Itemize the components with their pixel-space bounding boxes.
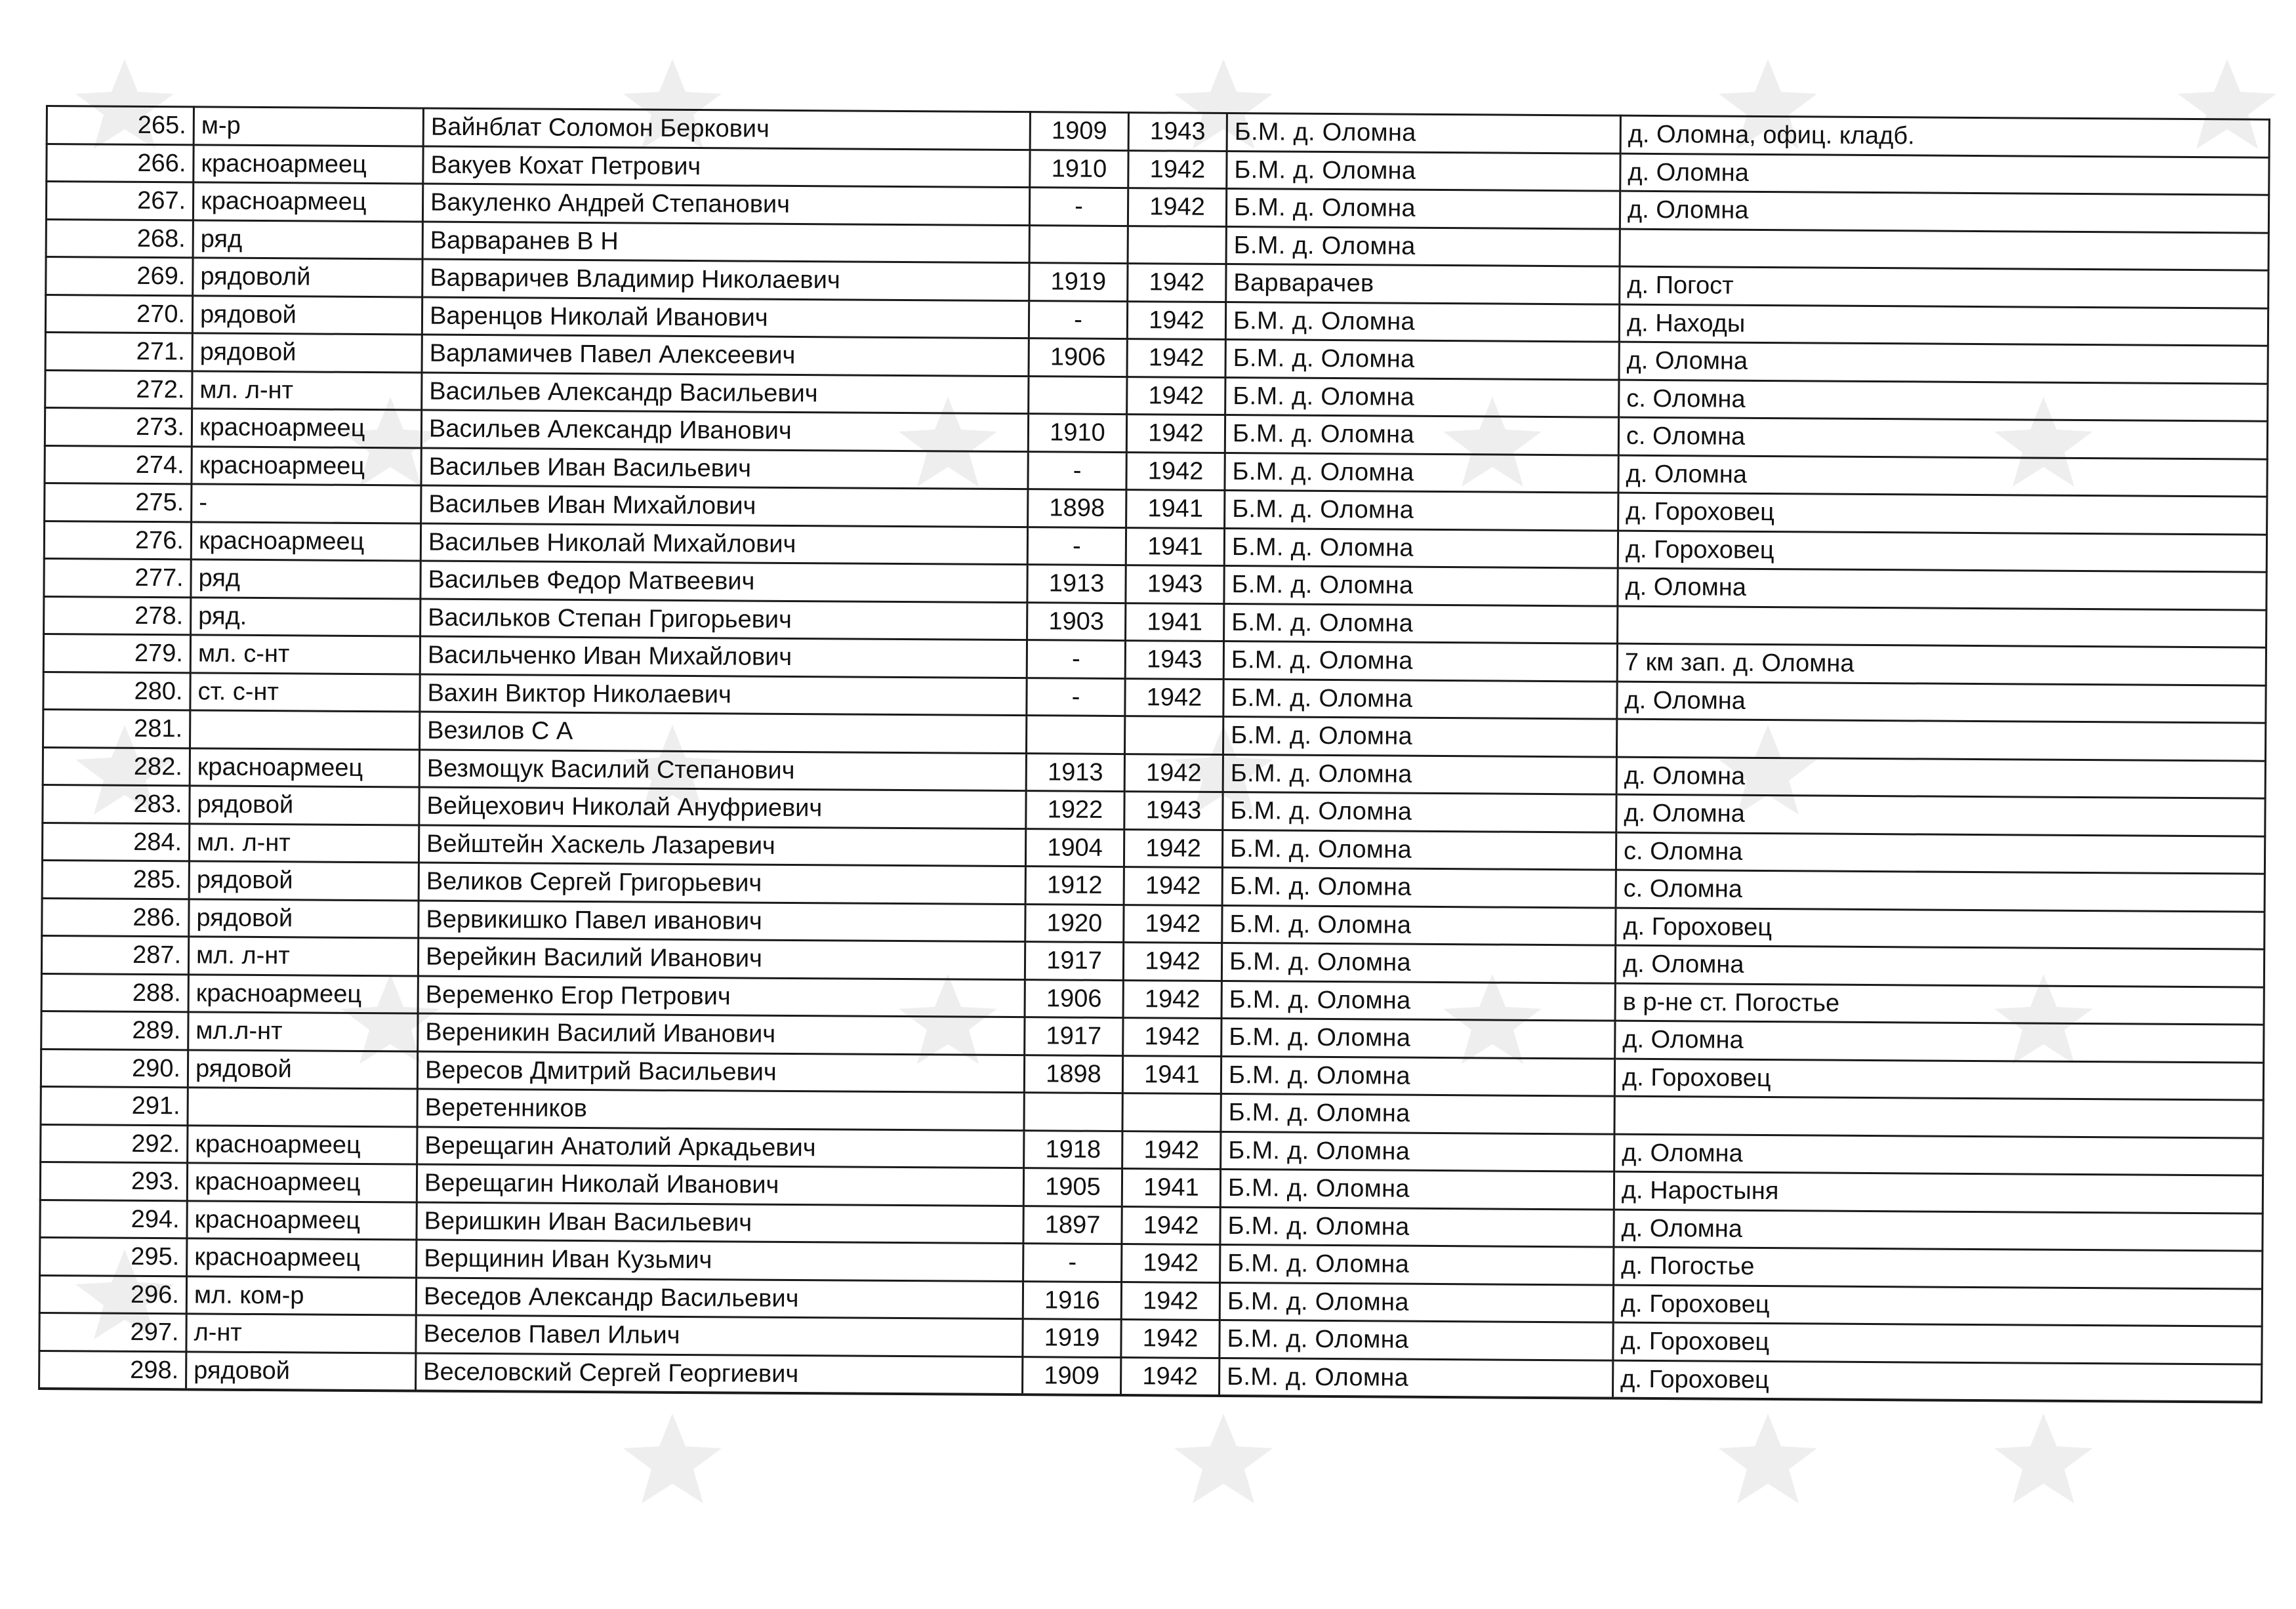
record-burial-place	[1618, 606, 2266, 648]
record-birth-year: 1903	[1027, 602, 1126, 640]
record-name: Веседов Александр Васильевич	[416, 1277, 1023, 1318]
record-name: Варваричев Владимир Николаевич	[422, 259, 1029, 300]
record-number: 280.	[43, 672, 190, 710]
record-death-place: Б.М. д. Оломна	[1221, 1093, 1614, 1133]
record-death-place: Б.М. д. Оломна	[1224, 603, 1618, 643]
record-rank: красноармеец	[188, 1125, 417, 1164]
record-number: 291.	[41, 1086, 188, 1125]
record-death-year: 1942	[1122, 1206, 1220, 1244]
record-death-place: Б.М. д. Оломна	[1222, 905, 1616, 945]
register-sheet	[38, 105, 2268, 1404]
record-rank: красноармеец	[187, 1163, 417, 1202]
record-birth-year: 1919	[1029, 263, 1128, 301]
record-death-place: Б.М. д. Оломна	[1220, 1320, 1613, 1360]
record-name: Варенцов Николай Иванович	[422, 297, 1029, 338]
record-death-year: 1941	[1122, 1055, 1221, 1093]
record-number: 285.	[42, 860, 189, 899]
record-name: Вересов Дмитрий Васильевич	[417, 1051, 1024, 1092]
record-number: 276.	[44, 521, 191, 560]
record-death-place: Б.М. д. Оломна	[1227, 151, 1620, 191]
record-death-place: Б.М. д. Оломна	[1226, 188, 1620, 228]
record-death-place: Б.М. д. Оломна	[1221, 1056, 1614, 1096]
record-name: Великов Сергей Григорьевич	[419, 863, 1025, 904]
record-number: 286.	[42, 898, 189, 937]
record-birth-year: 1909	[1023, 1356, 1121, 1395]
record-death-year: 1943	[1125, 641, 1223, 679]
memorial-register-table	[38, 105, 2270, 1404]
record-number: 283.	[43, 784, 190, 823]
record-rank: -	[192, 484, 421, 523]
record-death-year: 1942	[1122, 1131, 1221, 1169]
record-name: Верейкин Василий Иванович	[418, 938, 1025, 979]
record-burial-place: д. Гороховец	[1618, 493, 2267, 535]
record-rank	[188, 1088, 417, 1127]
record-name: Варламичев Павел Алексеевич	[422, 335, 1029, 376]
record-death-place: Б.М. д. Оломна	[1227, 113, 1620, 153]
record-death-year: 1942	[1126, 452, 1225, 490]
record-burial-place: с. Оломна	[1616, 832, 2265, 874]
record-number: 278.	[44, 596, 191, 635]
record-birth-year: 1910	[1028, 414, 1126, 452]
record-birth-year: -	[1023, 1244, 1122, 1282]
star-emblem-icon	[1161, 1410, 1286, 1509]
record-death-year: 1942	[1122, 1244, 1220, 1282]
record-rank: красноармеец	[188, 974, 418, 1013]
record-burial-place: д. Оломна	[1618, 568, 2266, 610]
record-name: Васильев Федор Матвеевич	[420, 561, 1027, 602]
record-burial-place	[1614, 1096, 2263, 1138]
record-death-year: 1942	[1123, 980, 1221, 1018]
record-death-place: Б.М. д. Оломна	[1223, 679, 1617, 719]
record-burial-place	[1620, 229, 2268, 271]
record-burial-place: д. Погостье	[1614, 1247, 2263, 1289]
record-burial-place: д. Оломна	[1617, 682, 2266, 723]
record-birth-year: 1897	[1023, 1206, 1122, 1244]
record-death-place: Б.М. д. Оломна	[1226, 226, 1620, 266]
record-death-place: Б.М. д. Оломна	[1223, 754, 1616, 794]
record-number: 293.	[40, 1162, 187, 1200]
record-birth-year: 1917	[1025, 1017, 1123, 1055]
record-death-year: 1942	[1124, 829, 1222, 867]
record-number: 292.	[41, 1124, 188, 1163]
record-rank: рядовой	[192, 333, 422, 373]
record-birth-year: 1913	[1026, 753, 1124, 791]
record-birth-year: -	[1029, 300, 1127, 338]
record-rank: ст. с-нт	[190, 672, 420, 712]
record-death-place: Б.М. д. Оломна	[1223, 792, 1616, 832]
record-burial-place: д. Оломна, офиц. кладб.	[1620, 115, 2269, 157]
star-emblem-icon	[1706, 1410, 1830, 1509]
record-number: 289.	[41, 1011, 188, 1049]
record-rank: мл. л-нт	[188, 937, 418, 976]
record-death-year: 1942	[1124, 754, 1223, 792]
record-number: 275.	[45, 483, 192, 521]
record-name: Веретенников	[417, 1089, 1024, 1130]
record-name: Верщинин Иван Кузьмич	[417, 1240, 1023, 1281]
record-death-place: Б.М. д. Оломна	[1221, 1018, 1615, 1058]
record-birth-year: 1918	[1024, 1130, 1122, 1168]
record-death-year: 1943	[1128, 113, 1227, 151]
record-number: 298.	[39, 1351, 186, 1389]
record-birth-year: 1906	[1029, 338, 1127, 377]
record-burial-place: д. Оломна	[1618, 455, 2267, 497]
record-rank: ряд	[193, 220, 422, 259]
record-name: Вейштейн Хаскель Лазаревич	[419, 825, 1025, 866]
record-death-place: Б.М. д. Оломна	[1225, 415, 1618, 455]
record-rank: мл.л-нт	[188, 1012, 418, 1051]
record-death-year: 1942	[1128, 150, 1227, 188]
record-death-year: 1942	[1127, 301, 1225, 339]
record-name: Вакуев Кохат Петрович	[423, 146, 1030, 188]
record-death-place: Б.М. д. Оломна	[1221, 981, 1615, 1021]
record-burial-place: д. Гороховец	[1614, 1059, 2263, 1101]
record-number: 277.	[44, 558, 191, 597]
record-death-year	[1124, 716, 1223, 754]
record-rank: м-р	[194, 107, 423, 146]
record-death-place: Б.М. д. Оломна	[1222, 830, 1616, 870]
record-death-year: 1942	[1123, 1018, 1221, 1056]
record-rank: рядовой	[186, 1351, 416, 1391]
record-number: 272.	[45, 370, 192, 409]
record-burial-place: д. Гороховец	[1613, 1322, 2262, 1364]
record-death-place: Б.М. д. Оломна	[1220, 1282, 1613, 1322]
record-burial-place: д. Оломна	[1615, 945, 2264, 987]
record-death-place: Б.М. д. Оломна	[1225, 490, 1618, 530]
record-birth-year: 1920	[1025, 904, 1124, 942]
record-number: 265.	[47, 106, 194, 145]
record-number: 282.	[43, 747, 190, 786]
record-number: 294.	[40, 1200, 187, 1238]
record-name: Везмощук Василий Степанович	[419, 749, 1026, 790]
record-number: 279.	[43, 634, 190, 672]
record-death-place: Б.М. д. Оломна	[1220, 1358, 1613, 1398]
record-birth-year: -	[1028, 451, 1126, 489]
record-rank: красноармеец	[190, 748, 419, 787]
record-death-year: 1942	[1124, 905, 1222, 943]
record-death-year: 1941	[1126, 527, 1224, 565]
record-birth-year: 1906	[1025, 979, 1123, 1017]
record-birth-year: 1913	[1027, 565, 1126, 603]
record-birth-year: 1917	[1025, 942, 1123, 980]
record-death-year: 1942	[1124, 867, 1222, 905]
record-death-place: Б.М. д. Оломна	[1225, 377, 1619, 417]
record-burial-place: д. Оломна	[1614, 1210, 2263, 1252]
record-name: Верещагин Анатолий Аркадьевич	[417, 1126, 1024, 1168]
record-birth-year: 1919	[1023, 1319, 1121, 1357]
record-death-place: Б.М. д. Оломна	[1223, 716, 1616, 756]
record-birth-year	[1029, 376, 1127, 414]
record-name: Вейцехович Николай Ануфриевич	[419, 787, 1026, 828]
record-burial-place: д. Оломна	[1620, 191, 2268, 233]
record-burial-place: в р-не ст. Погостье	[1615, 983, 2264, 1025]
record-burial-place: д. Гороховец	[1613, 1360, 2262, 1402]
record-burial-place: д. Оломна	[1619, 342, 2268, 384]
record-burial-place: д. Оломна	[1614, 1134, 2263, 1176]
record-name: Варваранев В Н	[422, 222, 1029, 263]
record-death-year: 1943	[1126, 565, 1224, 603]
record-death-year: 1942	[1121, 1357, 1220, 1396]
record-burial-place: д. Гороховец	[1618, 531, 2266, 573]
record-death-year: 1942	[1127, 339, 1225, 377]
record-rank: мл. л-нт	[189, 823, 419, 863]
record-burial-place: д. Оломна	[1616, 794, 2265, 836]
record-death-year: 1942	[1128, 188, 1226, 226]
record-rank: красноармеец	[192, 446, 421, 485]
record-name: Веселовский Сергей Георгиевич	[416, 1353, 1023, 1395]
record-rank: рядовой	[190, 786, 419, 825]
record-rank: мл. с-нт	[190, 635, 420, 674]
record-name: Веришкин Иван Васильевич	[417, 1202, 1023, 1243]
record-birth-year: 1898	[1024, 1055, 1122, 1093]
record-death-place: Б.М. д. Оломна	[1220, 1244, 1614, 1284]
record-birth-year	[1024, 1093, 1122, 1131]
record-death-place: Б.М. д. Оломна	[1223, 641, 1617, 681]
star-emblem-icon	[610, 1410, 735, 1509]
record-death-year: 1943	[1124, 792, 1223, 830]
record-number: 267.	[46, 182, 193, 220]
record-number: 269.	[46, 257, 193, 296]
record-number: 271.	[45, 333, 192, 371]
record-rank: рядовой	[189, 899, 419, 938]
record-rank: красноармеец	[191, 521, 420, 561]
record-birth-year: 1916	[1023, 1281, 1121, 1319]
record-birth-year: 1909	[1030, 112, 1128, 150]
record-burial-place: д. Оломна	[1620, 153, 2269, 195]
record-name: Вахин Виктор Николаевич	[420, 674, 1027, 715]
record-burial-place	[1616, 719, 2265, 761]
record-birth-year: 1905	[1023, 1168, 1122, 1206]
record-death-year: 1942	[1126, 415, 1225, 453]
record-death-place: Б.М. д. Оломна	[1222, 867, 1616, 907]
record-death-year: 1942	[1127, 377, 1225, 415]
record-death-year: 1941	[1126, 603, 1224, 641]
record-burial-place: д. Наростыня	[1614, 1171, 2263, 1213]
record-death-year: 1941	[1126, 490, 1225, 528]
record-number: 295.	[40, 1237, 187, 1276]
record-death-year: 1942	[1123, 943, 1221, 981]
record-number: 297.	[39, 1313, 186, 1351]
record-rank	[190, 710, 420, 750]
record-name: Везилов С А	[420, 712, 1027, 753]
record-rank: красноармеец	[187, 1238, 417, 1278]
record-burial-place: 7 км зап. д. Оломна	[1617, 643, 2266, 685]
record-number: 274.	[45, 445, 192, 484]
record-death-year	[1128, 226, 1226, 264]
record-name: Васильев Николай Михайлович	[420, 523, 1027, 565]
record-rank: красноармеец	[187, 1200, 417, 1240]
record-number: 268.	[46, 219, 193, 258]
record-birth-year: 1904	[1025, 828, 1124, 866]
record-number: 281.	[43, 709, 190, 748]
record-death-year: 1941	[1122, 1169, 1220, 1207]
record-number: 273.	[45, 408, 192, 447]
record-rank: рядовой	[188, 1049, 417, 1089]
record-birth-year: 1910	[1030, 150, 1128, 188]
record-rank: красноармеец	[193, 182, 422, 222]
record-name: Веселов Павел Ильич	[416, 1315, 1023, 1356]
record-burial-place: д. Оломна	[1616, 757, 2265, 799]
record-birth-year: 1922	[1026, 791, 1124, 829]
record-birth-year: -	[1029, 188, 1128, 226]
record-name: Вакуленко Андрей Степанович	[422, 184, 1029, 225]
record-death-place: Б.М. д. Оломна	[1220, 1207, 1614, 1247]
record-birth-year: 1898	[1028, 489, 1126, 527]
record-death-place: Варварачев	[1226, 264, 1620, 304]
record-name: Васильченко Иван Михайлович	[420, 636, 1027, 678]
record-rank: ряд.	[191, 597, 420, 636]
record-death-year	[1122, 1093, 1221, 1131]
record-number: 288.	[41, 973, 188, 1012]
record-birth-year: -	[1027, 527, 1126, 565]
record-burial-place: с. Оломна	[1618, 417, 2267, 459]
register-body	[39, 106, 2270, 1402]
record-rank: рядоволй	[193, 258, 422, 297]
record-death-place: Б.М. д. Оломна	[1220, 1169, 1614, 1209]
record-burial-place: д. Находы	[1619, 304, 2268, 346]
record-burial-place: с. Оломна	[1616, 870, 2265, 912]
record-birth-year: 1912	[1025, 866, 1124, 905]
record-birth-year: -	[1027, 640, 1125, 678]
record-burial-place: д. Гороховец	[1616, 908, 2265, 950]
record-rank: красноармеец	[194, 144, 423, 184]
star-emblem-icon	[1981, 1410, 2106, 1509]
record-name: Вереникин Василий Иванович	[418, 1013, 1025, 1055]
record-number: 290.	[41, 1049, 188, 1088]
record-burial-place: д. Погост	[1620, 266, 2268, 308]
record-name: Васильев Иван Васильевич	[421, 448, 1028, 489]
record-birth-year: -	[1027, 678, 1125, 716]
record-burial-place: д. Оломна	[1615, 1021, 2264, 1063]
record-birth-year	[1026, 716, 1124, 754]
record-number: 296.	[39, 1275, 186, 1314]
record-rank: красноармеец	[192, 409, 421, 448]
record-rank: рядовой	[192, 295, 422, 335]
record-death-year: 1942	[1125, 678, 1223, 716]
record-name: Васильков Степан Григорьевич	[420, 599, 1027, 640]
record-name: Васильев Иван Михайлович	[421, 485, 1028, 527]
record-rank: л-нт	[186, 1314, 416, 1353]
record-death-year: 1942	[1128, 264, 1226, 302]
record-death-place: Б.М. д. Оломна	[1224, 528, 1618, 568]
record-name: Веременко Егор Петрович	[418, 975, 1025, 1017]
record-death-place: Б.М. д. Оломна	[1224, 565, 1618, 605]
record-name: Васильев Александр Васильевич	[422, 373, 1029, 414]
record-name: Вервикишко Павел иванович	[419, 900, 1025, 941]
record-death-year: 1942	[1121, 1320, 1220, 1358]
record-name: Вайнблат Соломон Беркович	[423, 108, 1030, 150]
record-number: 266.	[47, 144, 194, 182]
record-rank: ряд	[191, 560, 420, 599]
record-death-place: Б.М. д. Оломна	[1225, 339, 1619, 379]
record-death-place: Б.М. д. Оломна	[1225, 302, 1619, 342]
record-number: 284.	[42, 823, 189, 861]
record-number: 287.	[41, 935, 188, 974]
record-burial-place: с. Оломна	[1619, 380, 2268, 422]
record-rank: рядовой	[189, 861, 419, 901]
record-death-place: Б.М. д. Оломна	[1225, 453, 1618, 493]
record-death-place: Б.М. д. Оломна	[1221, 943, 1615, 983]
record-rank: мл. л-нт	[192, 371, 422, 410]
record-number: 270.	[45, 295, 192, 333]
record-burial-place: д. Гороховец	[1613, 1285, 2262, 1327]
record-rank: мл. ком-р	[186, 1276, 416, 1315]
record-name: Верещагин Николай Иванович	[417, 1164, 1023, 1206]
record-death-place: Б.М. д. Оломна	[1221, 1131, 1614, 1171]
record-birth-year	[1029, 225, 1128, 263]
record-death-year: 1942	[1121, 1282, 1220, 1320]
record-name: Васильев Александр Иванович	[421, 410, 1028, 451]
